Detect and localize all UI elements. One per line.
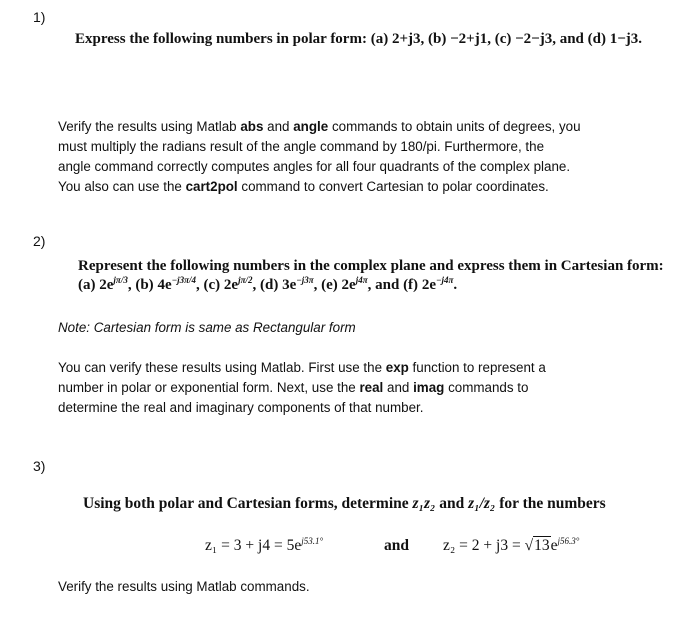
z2-equation: $z_2 = 2 + j3 = √13e^{j56.3^\circ}$ — [443, 536, 580, 554]
item-1b-label: (b) — [428, 31, 447, 47]
item-2f: (f) $2e^{-j4\pi}$. — [403, 275, 458, 293]
problem-2-verify-paragraph — [58, 358, 678, 418]
p2-verify-line-1: You can verify these results using Matlab. First use the exp function to represent a — [58, 360, 546, 375]
item-1a-expr: 2+j3, — [391, 31, 425, 47]
item-1c-expr: −2−j3, — [515, 31, 556, 47]
item-1a-label: (a) — [370, 31, 389, 47]
p2-verify-line-3: determine the real and imaginary components of that number. — [58, 400, 424, 415]
problem-1-verify-paragraph — [58, 117, 678, 197]
z1z2-expr: z₁z₂ — [412, 495, 436, 512]
item-2e: (e) $2e^{j4\pi}$, and — [321, 275, 400, 293]
z1-equation: $z_1 = 3 + j4 = 5e^{j53.1^\circ}$ — [205, 536, 324, 554]
sqrt-13: √13 — [524, 537, 550, 554]
item-2d: (d) $3e^{-j3\pi}$, — [259, 275, 318, 293]
problem-3-number: 3) — [33, 458, 46, 474]
imag-command: imag — [413, 380, 445, 395]
item-1d-expr: 1−j3. — [609, 31, 643, 47]
z1-over-z2-expr: z₁/z₂ — [468, 495, 496, 512]
exp-command: exp — [385, 360, 409, 375]
problem-2-items — [78, 276, 664, 295]
problem-2-line-1: Represent the following numbers in the complex plane and express them in Cartesian form: — [78, 258, 664, 274]
and-word: and — [384, 537, 409, 554]
item-2a: (a) $2e^{j\pi/3}$, — [78, 275, 132, 293]
item-1d-label: and (d) — [559, 31, 606, 47]
p2-verify-line-2: number in polar or exponential form. Next, use the real and imag commands to — [58, 380, 529, 395]
problem-1-number: 1) — [33, 9, 46, 25]
p1-verify-line-2: must multiply the radians result of the angle command by 180/pi. Furthermore, the — [58, 139, 545, 154]
problem-2-number: 2) — [33, 233, 46, 249]
problem-1-lead: Express the following numbers in polar form: — [75, 31, 367, 47]
angle-command: angle — [293, 119, 329, 134]
problem-3-statement: Using both polar and Cartesian forms, determine z₁z₂ and z₁/z₂ for the numbers — [83, 495, 606, 512]
item-2b: (b) $4e^{-j3\pi/4}$, — [135, 275, 200, 293]
problem-1-statement — [75, 31, 642, 48]
p1-verify-line-1: Verify the results using Matlab abs and angle commands to obtain units of degrees, you — [58, 119, 581, 134]
real-command: real — [359, 380, 384, 395]
item-1b-expr: −2+j1, — [450, 31, 491, 47]
problem-3-verify: Verify the results using Matlab commands. — [58, 579, 310, 594]
item-1c-label: (c) — [494, 31, 512, 47]
problem-2-note: Note: Cartesian form is same as Rectangular form — [58, 320, 356, 335]
problem-2-statement — [78, 257, 664, 295]
item-2c: (c) $2e^{j\pi/2}$, — [203, 275, 257, 293]
p1-verify-line-4: You also can use the cart2pol command to convert Cartesian to polar coordinates. — [58, 179, 549, 194]
p1-verify-line-3: angle command correctly computes angles for all four quadrants of the complex plane. — [58, 159, 571, 174]
abs-command: abs — [240, 119, 264, 134]
cart2pol-command: cart2pol — [185, 179, 238, 194]
